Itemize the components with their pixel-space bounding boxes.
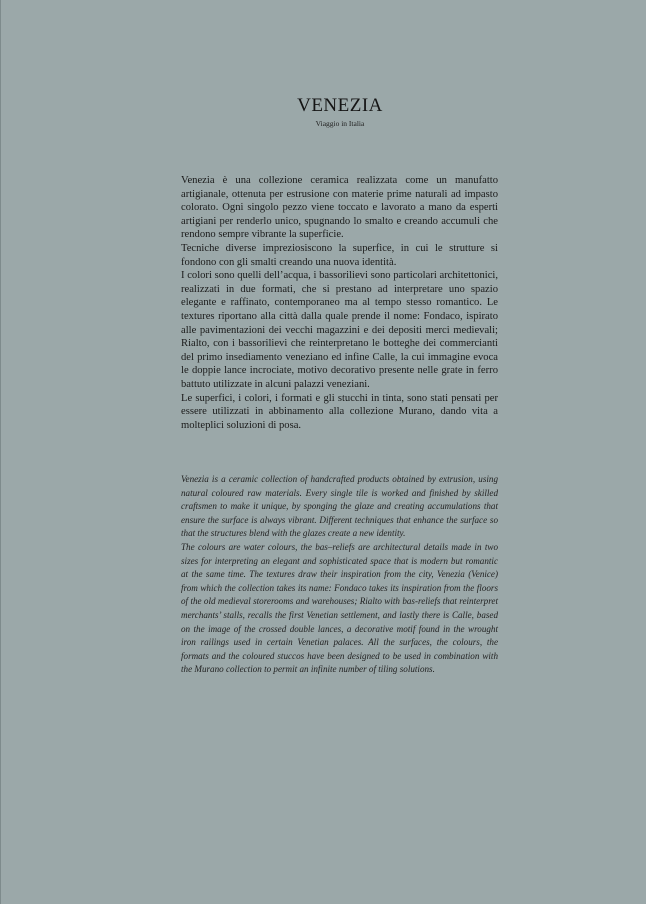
page-subtitle: Viaggio in Italia [315,119,365,128]
italian-paragraph: Le superfici, i colori, i formati e gli stucchi in tinta, sono stati pensati per essere utilizzati in abbinamento alla collezione Murano, dando vita a molteplici soluzioni di posa. [181,392,498,431]
italian-paragraph: I colori sono quelli dell’acqua, i bassorilievi sono particolari architettonici, realizzati in due formati, che si prestano ad interpretare uno spazio elegante e raffinato, contemporaneo ma al tempo stesso romantico. Le textures riportano alla città dalla quale prende il nome: Fondaco, ispirato alle pavimentazioni dei vecchi magazzini e dei depositi merci medievali; Rialto, con i bassorilievi che reinterpretano le botteghe dei commercianti del primo insediamento veneziano ed infine Calle, la cui immagine evoca le doppie lance incrociate, motivo decorativo presente nelle grate in ferro battuto utilizzate in alcuni palazzi veneziani. [181,270,498,390]
page-title: VENEZIA [297,95,383,116]
english-text-block [181,473,498,677]
italian-paragraph: Venezia è una collezione ceramica realizzata come un manufatto artigianale, ottenuta per estrusione con materie prime naturali ad impasto colorato. Ogni singolo pezzo viene toccato e lavorato a mano da esperti artigiani per renderlo unico, spugnando lo smalto e creando accumuli che rendono sempre vibrante la superficie. [181,175,498,241]
italian-paragraph: Tecniche diverse impreziosiscono la superfice, in cui le strutture si fondono con gli smalti creando una nuova identità. [181,242,498,268]
english-paragraph: The colours are water colours, the bas–reliefs are architectural details made in two sizes for interpreting an elegant and sophisticated space that is modern but romantic at the same time. The textures draw their inspiration from the city, Venezia (Venice) from which the collection takes its name: Fondaco takes its inspiration from the floors of the old medieval storerooms and warehouses; Rialto with bas-reliefs that reinterpret merchants’ stalls, recalls the first Venetian settlement, and lastly there is Calle, based on the image of the crossed double lances, a decorative motif found in the wrought iron railings used in certain Venetian palaces. All the surfaces, the colours, the formats and the coloured stuccos have been designed to be used in combination with the Murano collection to permit an infinite number of tiling solutions. [181,541,498,675]
english-paragraph: Venezia is a ceramic collection of handcrafted products obtained by extrusion, using natural coloured raw materials. Every single tile is worked and finished by skilled craftsmen to make it unique, by sponging the glaze and creating accumulations that ensure the surface is always vibrant. Different techniques that enhance the surface so that the structures blend with the glazes create a new identity. [181,474,498,539]
italian-text-block [181,174,498,432]
